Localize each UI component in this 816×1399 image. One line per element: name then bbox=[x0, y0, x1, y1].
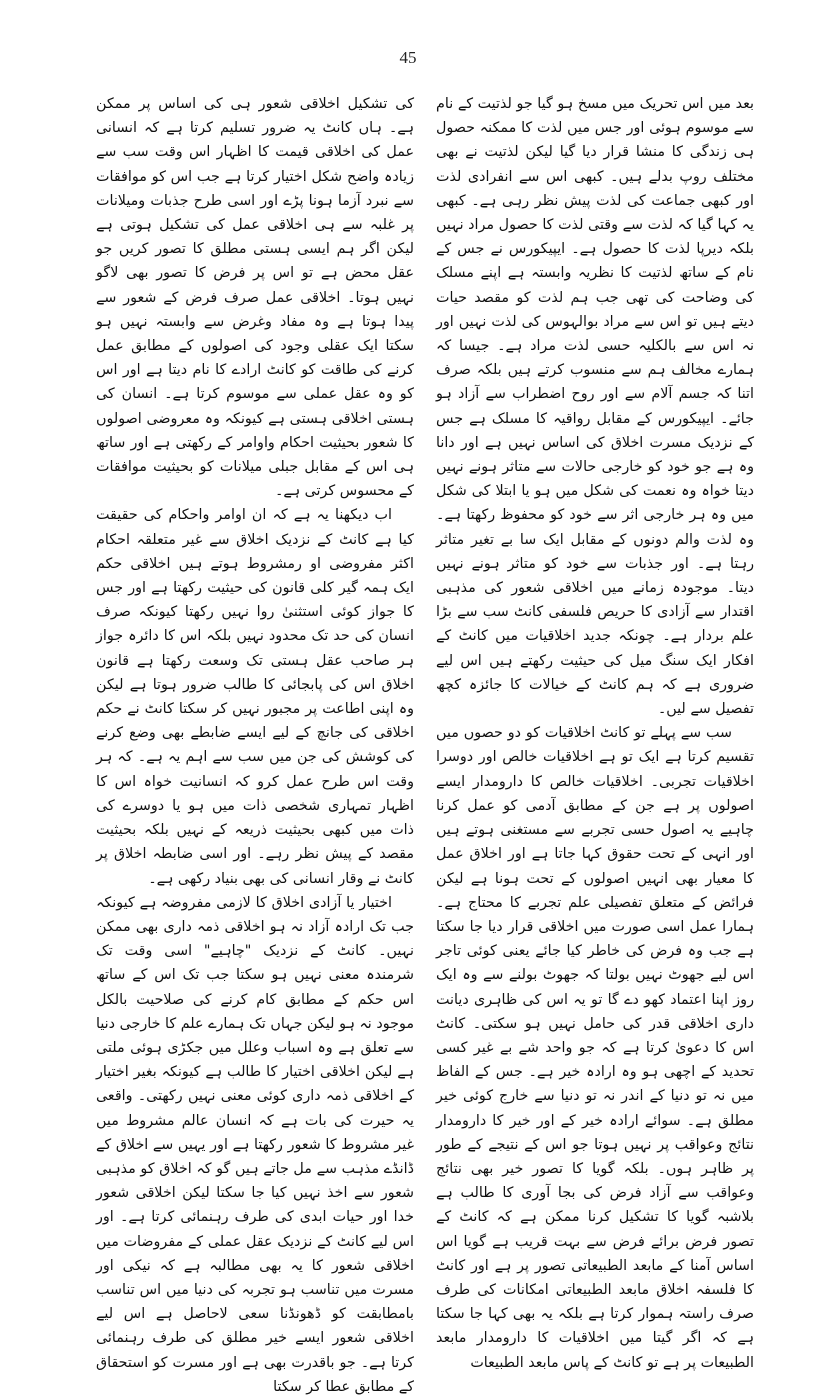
page-number: 45 bbox=[399, 48, 417, 67]
text-columns bbox=[96, 92, 754, 1395]
paragraph: کی تشکیل اخلاقی شعور ہی کی اساس پر ممکن ہے۔ ہاں کانٹ یہ ضرور تسلیم کرتا ہے کہ انسانی عمل کی اخلاقی قیمت کا اظہار اس وقت سب سے زیادہ واضح شکل اختیار کرتا ہے جب اس کو موافقات سے نبرد آزما ہونا پڑے اور اسی طرح جذبات ومیلانات پر غلبہ سے ہی اخلاقی عمل کی تشکیل ہوتی ہے لیکن اگر ہم ایسی ہستی مطلق کا تصور کریں جو عقل محض ہے تو اس پر فرض کا تصور بھی لاگو نہیں ہوتا۔ اخلاقی عمل صرف فرض کے شعور سے پیدا ہوتا ہے وہ مفاد وغرض سے وابستہ نہیں ہو سکتا ایک عقلی وجود کی اصولوں کے مطابق عمل کرنے کی طاقت کو کانٹ ارادے کا نام دیتا ہے اور اس کو وہ عقل عملی سے موسوم کرتا ہے۔ انسان کی ہستی اخلاقی ہستی ہے کیونکہ وہ معروضی اصولوں کا شعور بحیثیت احکام واوامر کے رکھتی ہے اور ساتھ ہی اس کے مقابل جبلی میلانات کو بحیثیت موافقات کے محسوس کرتی ہے۔ bbox=[96, 96, 414, 500]
paragraph: بعد میں اس تحریک میں مسخ ہو گیا جو لذتیت کے نام سے موسوم ہوئی اور جس میں لذت کا ممکنہ حصول ہی زندگی کا منشا قرار دیا گیا لیکن لذتیت نے بھی مختلف روپ بدلے ہیں۔ کبھی اس سے انفرادی لذت اور کبھی جماعت کی لذت پیش نظر رہی ہے۔ کبھی یہ کہا گیا کہ لذت سے وقتی لذت کا حصول مراد نہیں بلکہ دیرپا لذت کا حصول ہے۔ ایپیکورس نے جس کے نام کے ساتھ لذتیت کا نظریہ وابستہ ہے اپنے مسلک کی وضاحت کی تھی جب ہم لذت کو مقصد حیات دیتے ہیں تو اس سے مراد بوالہوس کی لذت نہیں اور نہ اس سے بالکلیہ حسی لذت مراد ہے۔ جیسا کہ ہمارے مخالف ہم سے منسوب کرتے ہیں بلکہ صرف اتنا کہ جسم آلام سے اور روح اضطراب سے آزاد ہو جائے۔ ایپیکورس کے مقابل رواقیہ کا مسلک ہے جس کے نزدیک مسرت اخلاق کی اساس نہیں ہے اور دانا وہ ہے جو خود کو خارجی حالات سے متاثر ہونے نہیں دیتا خواہ وہ نعمت کی شکل میں ہو یا ابتلا کی شکل میں وہ ہر خارجی اثر سے خود کو محفوظ رکھتا ہے۔ وہ لذت والم دونوں کے مقابل ایک سا بے تغیر متاثر رہتا ہے۔ اور جذبات سے خود کو متاثر ہونے نہیں دیتا۔ موجودہ زمانے میں اخلاقی شعور کی مذہبی اقتدار سے آزادی کا حریص فلسفی کانٹ سب سے بڑا علم بردار ہے۔ چونکہ جدید اخلاقیات میں کانٹ کے افکار ایک سنگ میل کی حیثیت رکھتے ہیں اس لیے ضروری ہے کہ ہم کانٹ کے خیالات کا جائزہ کچھ تفصیل سے لیں۔ bbox=[436, 96, 754, 718]
paragraph: اب دیکھنا یہ ہے کہ ان اوامر واحکام کی حقیقت کیا ہے کانٹ کے نزدیک اخلاق سے غیر متعلقہ احکام اکثر مفروضی او رمشروط ہوتے ہیں اخلاقی حکم ایک ہمہ گیر کلی قانون کی حیثیت رکھتا ہے اور جس کا جواز کوئی استثنیٰ روا نہیں رکھتا کیونکہ صرف انسان کی حد تک محدود نہیں بلکہ اس کا دائرہ جواز ہر صاحب عقل ہستی تک وسعت رکھتا ہے قانون اخلاق اس کی پابجائی کا طالب ضرور ہوتا ہے لیکن وہ اپنی اطاعت پر مجبور نہیں کر سکتا کانٹ نے حکم اخلاقی کی جانچ کے لیے ایسے ضابطے بھی وضع کرنے کی کوشش کی جن میں سب سے اہم یہ ہے۔ کہ ہر وقت اس طرح عمل کرو کہ انسانیت خواہ اس کا اظہار تمہاری شخصی ذات میں ہو یا دوسرے کی ذات میں کبھی بحیثیت ذریعہ کے نہیں بلکہ بحیثیت مقصد کے پیش نظر رہے۔ اور اسی ضابطہ اخلاق پر کانٹ نے وقار انسانی کی بھی بنیاد رکھی ہے۔ bbox=[96, 507, 414, 887]
paragraph: اختیار یا آزادی اخلاق کا لازمی مفروضہ ہے کیونکہ جب تک ارادہ آزاد نہ ہو اخلاقی ذمہ داری بھی ممکن نہیں۔ کانٹ کے نزدیک "چاہیے" اسی وقت تک شرمندہ معنی نہیں ہو سکتا جب تک اس کے ساتھ اس حکم کے مطابق کام کرنے کی صلاحیت بالکل موجود نہ ہو لیکن جہاں تک ہمارے علم کا خارجی دنیا سے تعلق ہے وہ اسباب وعلل میں جکڑی ہوئی ملتی ہے لیکن اخلاقی اختیار کا طالب ہے کیونکہ بغیر اختیار کے اخلاقی ذمہ داری کوئی معنی نہیں رکھتی۔ واقعی یہ حیرت کی بات ہے کہ انسان عالم مشروط میں غیر مشروط کا شعور رکھتا ہے اور یہیں سے اخلاق کے ڈانڈے مذہب سے مل جاتے ہیں گو کہ اخلاق کو مذہبی شعور سے اخذ نہیں کیا جا سکتا لیکن اخلاقی شعور خدا اور حیات ابدی کی طرف رہنمائی کرتا ہے۔ اور اس لیے کانٹ کے نزدیک عقل عملی کے مفروضات میں اخلاقی شعور کا یہ بھی مطالبہ ہے کہ نیکی اور مسرت میں تناسب ہو تجربہ کی دنیا میں اس تناسب بامطابقت کو ڈھونڈنا سعی لاحاصل ہے اس لیے اخلاقی شعور ایسے خیر مطلق کی طرف رہنمائی کرتا ہے۔ جو باقدرت بھی ہے اور مسرت کو استحقاق کے مطابق عطا کر سکتا bbox=[96, 894, 414, 1395]
right-column bbox=[436, 92, 754, 1371]
paragraph: سب سے پہلے تو کانٹ اخلاقیات کو دو حصوں میں تقسیم کرتا ہے ایک تو ہے اخلاقیات خالص اور دوسرا اخلاقیات تجربی۔ اخلاقیات خالص کا دارومدار ایسے اصولوں پر ہے جن کے مطابق آدمی کو عمل کرنا چاہیے یہ اصول حسی تجربے سے مستغنی ہوتے ہیں اور انہی کے تحت حقوق کہا جاتا ہے اور اخلاق عمل کا معیار بھی انہیں اصولوں کے تحت ہونا ہے لیکن فرائض کے متعلق تفصیلی علم تجربے کا محتاج ہے۔ ہمارا عمل اسی صورت میں اخلاقی قرار دیا جا سکتا ہے جب وہ فرض کی خاطر کیا جائے یعنی کوئی تاجر اس لیے جھوٹ نہیں بولتا کہ جھوٹ بولنے سے وہ ایک روز اپنا اعتماد کھو دے گا تو یہ اس کی ظاہری دیانت داری اخلاقی قدر کی حامل نہیں ہو سکتی۔ کانٹ اس کا دعویٰ کرتا ہے کہ جو واحد شے بے غیر کسی تحدید کے اچھی ہو وہ ارادہ خیر ہے۔ جس کے الفاظ میں نہ تو دنیا کے اندر نہ تو دنیا سے خارج کوئی خیر مطلق ہے۔ سوائے ارادہ خیر کے اور خیر کا دارومدار نتائج وعواقب پر نہیں ہوتا جو اس کے نتیجے کے طور پر ظاہر ہوں۔ بلکہ گویا کا تصور خیر بھی نتائج وعواقب سے آزاد فرض کی بجا آوری کا طالب ہے بلاشبہ گویا کا تشکیل کرنا ممکن ہے کہ کانٹ کے تصور فرض برائے فرض سے بہت قریب ہے گویا اس اساس آمنا کے مابعد الطبیعاتی تصور پر ہے اور کانٹ کا فلسفہ اخلاق مابعد الطبیعاتی امکانات کی طرف صرف راستہ ہموار کرتا ہے بلکہ یہ بھی کہا جا سکتا ہے کہ اگر گیتا میں اخلاقیات کا دارومدار مابعد الطبیعات پر ہے تو کانٹ کے پاس مابعد الطبیعات bbox=[436, 725, 754, 1371]
left-column bbox=[96, 92, 414, 1395]
